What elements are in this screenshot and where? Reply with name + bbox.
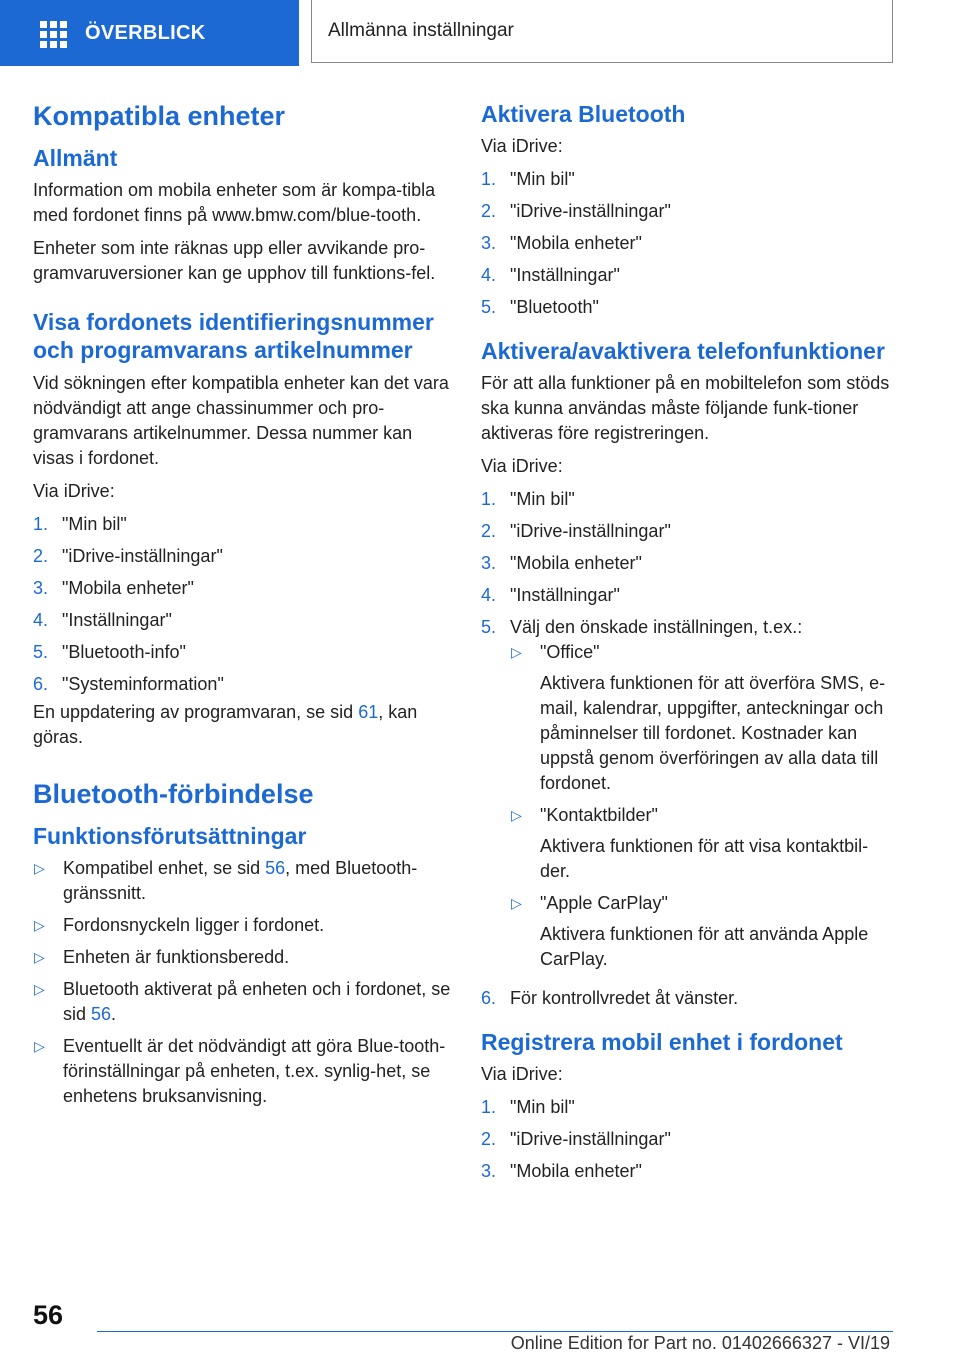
overview-tab-label: ÖVERBLICK <box>85 21 206 44</box>
triangle-bullet-icon: ▷ <box>34 948 45 965</box>
list-item: ▷ "Apple CarPlay" Aktivera funktionen för att använda Apple CarPlay. <box>510 891 891 972</box>
register-via-idrive: Via iDrive: <box>481 1064 563 1085</box>
list-item: 4. "Inställningar" <box>481 585 620 606</box>
list-item: 3. "Mobila enheter" <box>481 233 642 254</box>
footer-divider <box>97 1331 893 1332</box>
section-title-tab[interactable] <box>311 0 893 63</box>
page-link-56[interactable]: 56 <box>91 1003 112 1024</box>
top-navigation <box>0 0 960 66</box>
activate-via-idrive: Via iDrive: <box>481 136 563 157</box>
software-update-note: En uppdatering av programvaran, se sid 61, kan göras. <box>33 701 418 747</box>
left-column <box>33 100 453 1116</box>
requirements-list <box>33 856 453 1109</box>
triangle-bullet-icon: ▷ <box>511 895 522 912</box>
list-item: 3. "Mobila enheter" <box>481 553 642 574</box>
list-item: 6. För kontrollvredet åt vänster. <box>481 988 739 1009</box>
triangle-bullet-icon: ▷ <box>511 644 522 661</box>
activate-steps <box>481 167 891 320</box>
edition-note: Online Edition for Part no. 01402666327 - VI/19 <box>510 1333 890 1353</box>
grid-icon <box>40 21 67 46</box>
list-item: 6. "Systeminformation" <box>33 673 224 694</box>
vin-heading: Visa fordonets identifieringsnummer och programvarans artikelnummer <box>33 309 434 364</box>
register-steps <box>481 1095 891 1184</box>
page-number: 56 <box>33 1300 64 1330</box>
list-item: ▷ Bluetooth aktiverat på enheten och i fordonet, se sid 56. <box>33 977 453 1027</box>
phone-functions-paragraph: För att alla funktioner på en mobiltelefon som stöds ska kunna användas måste följande funk-tioner aktiveras före registreringen. <box>481 373 890 444</box>
list-item: ▷ Fordonsnyckeln ligger i fordonet. <box>33 913 453 938</box>
list-item: 5. "Bluetooth-info" <box>33 641 186 662</box>
overview-tab[interactable] <box>0 0 299 66</box>
section-title: Allmänna inställningar <box>328 20 514 41</box>
list-item: 1. "Min bil" <box>481 1097 575 1118</box>
right-column <box>481 100 891 1191</box>
list-item: 1. "Min bil" <box>33 513 127 534</box>
list-item: 2. "iDrive-inställningar" <box>481 1129 671 1150</box>
list-item: ▷ Enheten är funktionsberedd. <box>33 945 453 970</box>
list-item: 3. "Mobila enheter" <box>33 577 194 598</box>
page-link-56[interactable]: 56 <box>265 857 286 878</box>
triangle-bullet-icon: ▷ <box>34 1037 45 1054</box>
list-item: ▷ "Kontaktbilder" Aktivera funktionen för att visa kontaktbil-der. <box>510 803 891 884</box>
list-item: 1. "Min bil" <box>481 169 575 190</box>
phone-steps <box>481 487 891 1011</box>
list-item: 2. "iDrive-inställningar" <box>481 521 671 542</box>
triangle-bullet-icon: ▷ <box>34 980 45 997</box>
general-heading: Allmänt <box>33 145 118 172</box>
phone-functions-heading: Aktivera/avaktivera telefonfunktioner <box>481 338 885 365</box>
register-device-heading: Registrera mobil enhet i fordonet <box>481 1029 843 1056</box>
triangle-bullet-icon: ▷ <box>34 916 45 933</box>
phone-settings-options <box>510 640 891 972</box>
list-item: 1. "Min bil" <box>481 489 575 510</box>
bluetooth-connection-title: Bluetooth-förbindelse <box>33 778 314 809</box>
general-paragraph-1: Information om mobila enheter som är kompa-tibla med fordonet finns på www.bmw.com/blue-tooth. <box>33 180 436 226</box>
list-item: 3. "Mobila enheter" <box>481 1161 642 1182</box>
list-item: 2. "iDrive-inställningar" <box>481 201 671 222</box>
vin-paragraph: Vid sökningen efter kompatibla enheter kan det vara nödvändigt att ange chassinummer och pro-gramvarans artikelnummer. Dessa nummer kan visas i fordonet. <box>33 372 449 468</box>
list-item: ▷ Eventuellt är det nödvändigt att göra Blue-tooth-förinställningar på enheten, t.ex. synlig-het, se enhetens bruksanvisning. <box>33 1034 453 1109</box>
list-item: ▷ "Office" Aktivera funktionen för att överföra SMS, e-mail, kalendrar, uppgifter, anteckningar och påminnelser till fordonet. Kostnader kan uppstå genom överföringen av alla data till fordonet. <box>510 640 891 796</box>
list-item: ▷ Kompatibel enhet, se sid 56, med Bluetooth-gränssnitt. <box>33 856 453 906</box>
triangle-bullet-icon: ▷ <box>34 859 45 876</box>
requirements-heading: Funktionsförutsättningar <box>33 822 307 849</box>
page-link-61[interactable]: 61 <box>358 701 379 722</box>
general-paragraph-2: Enheter som inte räknas upp eller avvikande pro-gramvaruversioner kan ge upphov till funktions-fel. <box>33 238 436 284</box>
list-item: 4. "Inställningar" <box>481 265 620 286</box>
triangle-bullet-icon: ▷ <box>511 807 522 824</box>
list-item: 2. "iDrive-inställningar" <box>33 545 223 566</box>
list-item: 5. "Bluetooth" <box>481 297 599 318</box>
activate-bluetooth-heading: Aktivera Bluetooth <box>481 101 686 127</box>
vin-steps <box>33 512 453 697</box>
compatible-devices-title: Kompatibla enheter <box>33 101 286 131</box>
list-item: 4. "Inställningar" <box>33 609 172 630</box>
list-item: 5. Välj den önskade inställningen, t.ex.: ▷ "Office" Aktivera funktionen för att överföra SMS, e-mail, kalendrar, uppgifter, anteckningar och påminnelser till fordonet. Kostnader kan uppstå genom överföringen av alla data till fordonet. ▷ "Kontaktbilder" Aktivera funktionen för att visa kontaktbil-der. ▷ "Apple CarPlay" Aktivera funktionen för att använda Apple CarPlay. <box>481 615 891 979</box>
phone-via-idrive: Via iDrive: <box>481 456 563 477</box>
vin-via-idrive: Via iDrive: <box>33 480 115 501</box>
